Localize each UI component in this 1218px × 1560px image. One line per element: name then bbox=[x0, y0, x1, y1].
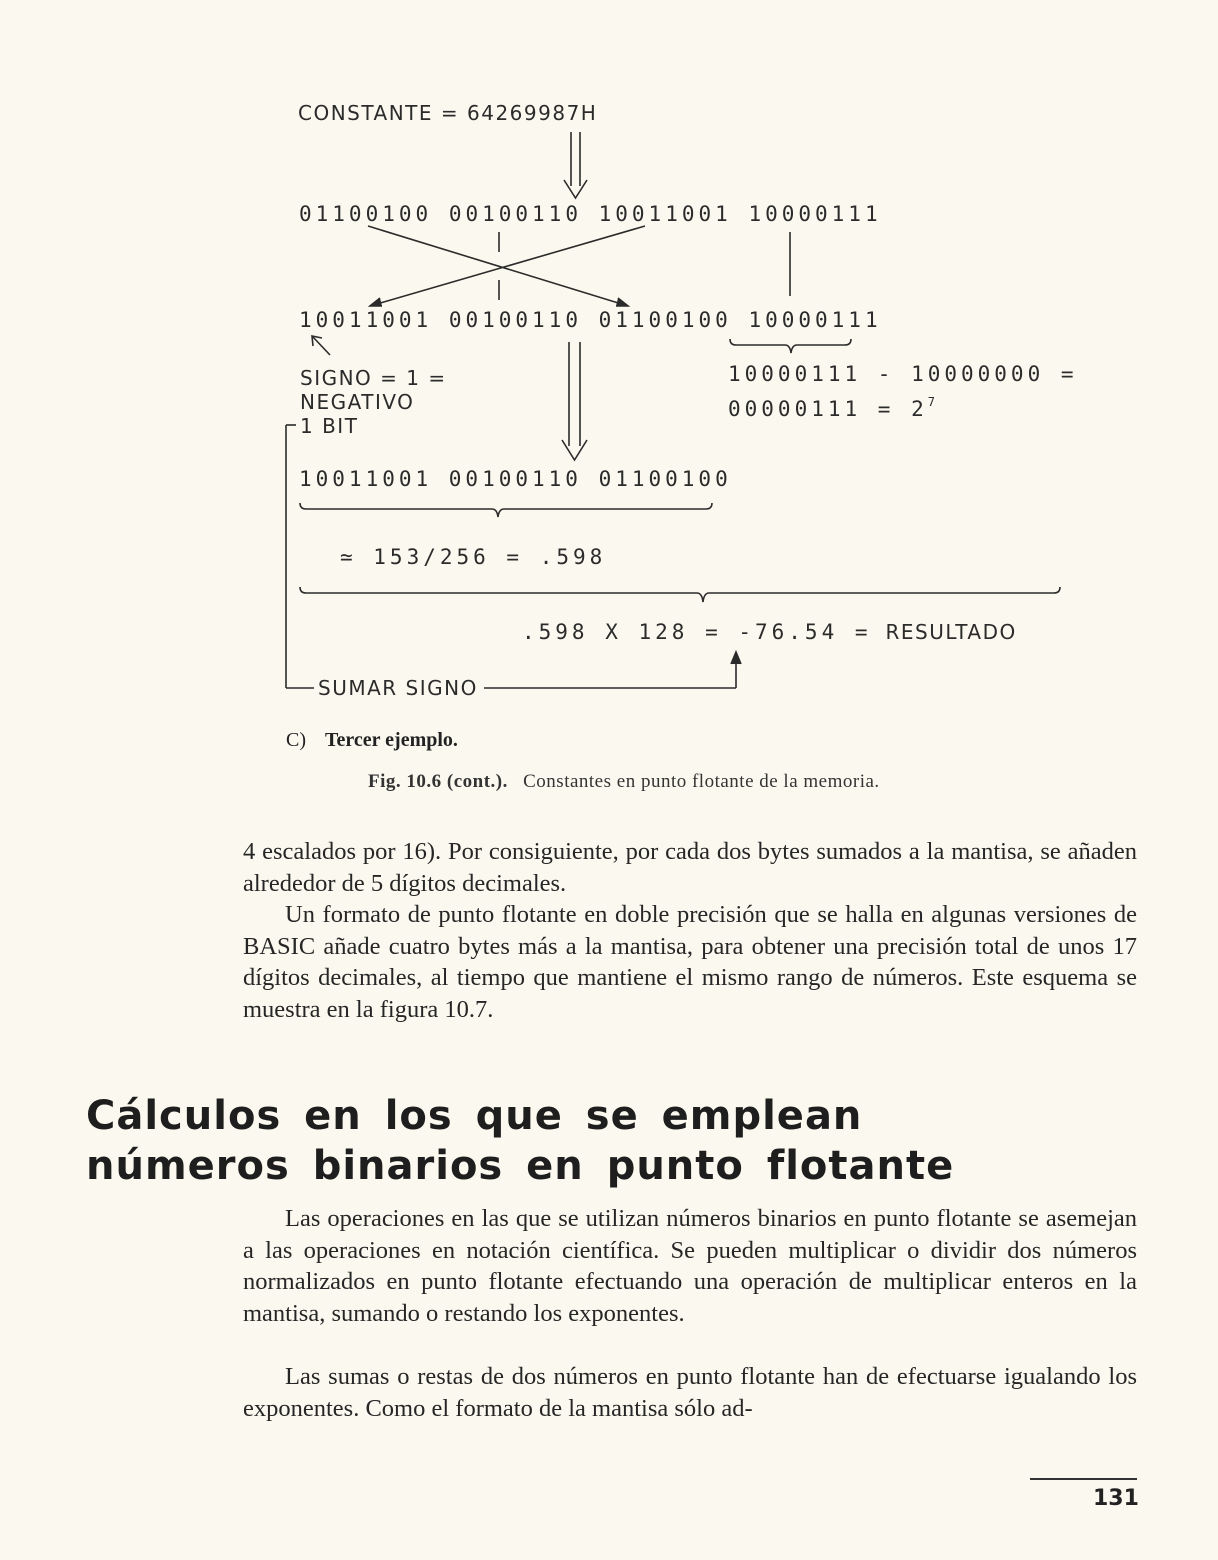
result-expression: .598 X 128 = -76.54 = bbox=[522, 620, 872, 644]
exponent-calculation bbox=[728, 360, 1078, 423]
section-heading bbox=[86, 1091, 954, 1191]
paragraph-3: Las operaciones en las que se utilizan números binarios en punto flotante se asemejan a las operaciones en notación científica. Se pueden multiplicar o dividir dos números normalizados en punto flotante efectuando una operación de multiplicar enteros en la mantisa, sumando o restando los exponentes. bbox=[243, 1205, 1137, 1327]
sign-label-line-1: SIGNO = 1 = bbox=[300, 366, 447, 390]
exponent-line-2: $00000111 = 2^7$ bbox=[728, 395, 935, 421]
figure-caption bbox=[368, 771, 880, 793]
figure-label: Fig. 10.6 (cont.). bbox=[368, 771, 508, 792]
section-heading-line-1: Cálculos en los que se emplean bbox=[86, 1093, 863, 1139]
byte-2: 00100110 bbox=[448, 202, 582, 226]
byte-1: 01100100 bbox=[299, 202, 433, 226]
sign-label bbox=[300, 366, 447, 438]
section-heading-line-2: números binarios en punto flotante bbox=[86, 1143, 955, 1189]
approximation-line: ≃ 153/256 = .598 bbox=[340, 545, 607, 569]
figure-caption-text: Constantes en punto flotante de la memoria. bbox=[523, 771, 880, 792]
exponent-line-1: 10000111 - 10000000 = bbox=[728, 362, 1078, 386]
paragraph-2: Un formato de punto flotante en doble precisión que se halla en algunas versiones de BASIC añade cuatro bytes más a la mantisa, para obtener una precisión total de unos 17 dígitos decimales, al tiempo que mantiene el mismo rango de números. Este esquema se muestra en la figura 10.7. bbox=[243, 901, 1137, 1023]
subcaption-text: Tercer ejemplo. bbox=[325, 729, 458, 751]
exponent-superscript: 7 bbox=[927, 395, 935, 409]
byte-row-2 bbox=[299, 308, 882, 332]
result-line bbox=[522, 620, 1017, 644]
byte-4: 10000111 bbox=[748, 202, 882, 226]
result-word: RESULTADO bbox=[885, 620, 1017, 644]
byte-1: 10011001 bbox=[299, 308, 433, 332]
mantissa-row: 10011001 00100110 01100100 bbox=[299, 467, 732, 491]
subcaption bbox=[286, 729, 458, 752]
paragraph-1: 4 escalados por 16). Por consiguiente, por cada dos bytes sumados a la mantisa, se añaden alrededor de 5 dígitos decimales. bbox=[243, 838, 1137, 897]
page-number: 131 bbox=[1093, 1486, 1139, 1511]
subcaption-letter: C) bbox=[286, 729, 306, 751]
swap-line-1 bbox=[368, 226, 628, 306]
byte-2: 00100110 bbox=[448, 308, 582, 332]
byte-row-1 bbox=[299, 202, 882, 226]
byte-4: 10000111 bbox=[748, 308, 882, 332]
add-sign-label: SUMAR SIGNO bbox=[318, 676, 478, 700]
byte-3: 10011001 bbox=[598, 202, 732, 226]
swap-line-2 bbox=[370, 226, 645, 306]
sign-label-line-3: 1 BIT bbox=[300, 414, 359, 438]
paragraph-4: Las sumas o restas de dos números en punto flotante han de efectuarse igualando los exponentes. Como el formato de la mantisa sólo ad- bbox=[243, 1363, 1137, 1422]
byte-3: 01100100 bbox=[598, 308, 732, 332]
sign-label-line-2: NEGATIVO bbox=[300, 390, 415, 414]
page-number-rule bbox=[1030, 1478, 1137, 1480]
constant-label: CONSTANTE = 64269987H bbox=[298, 101, 598, 125]
